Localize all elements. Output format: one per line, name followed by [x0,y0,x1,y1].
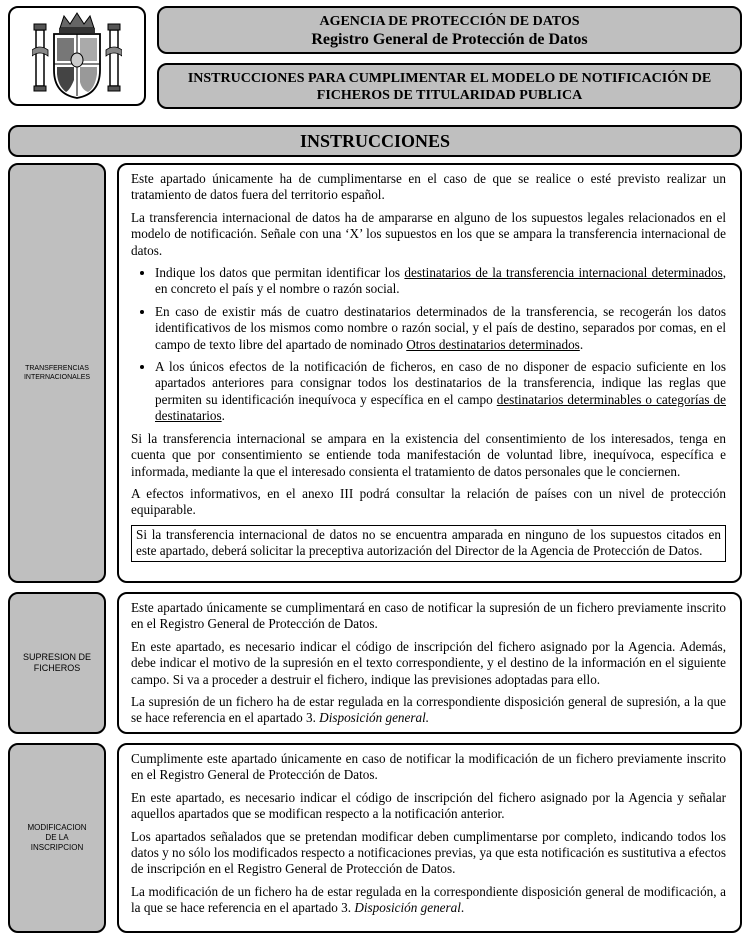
paragraph: En este apartado, es necesario indicar el código de inscripción del fichero asignado por la Agencia y señalar aquellos apartados que se modifican respecto a la notificación anterior. [131,789,726,822]
section-title-bar [8,125,742,157]
label-line: INTERNACIONALES [23,374,91,381]
content-transferencias [117,163,742,583]
paragraph: Los apartados señalados que se pretendan modificar deben cumplimentarse por completo, indicando todos los datos y no sólo los modificados respecto a notificaciones previas, ya que esta notificación es sustitutiva a efectos de inscripción en el Registro General de Protección de Datos. [131,828,726,877]
spanish-coat-of-arms-icon [32,10,122,102]
paragraph: Este apartado únicamente ha de cumplimentarse en el caso de que se realice o esté previsto realizar un tratamiento de datos fuera del territorio español. [131,171,726,203]
paragraph: Si la transferencia internacional se ampara en la existencia del consentimiento de los interesados, tenga en cuenta que por consentimiento se entiende toda manifestación de voluntad libre, inequívoca, específica e informada, mediante la que el interesado consienta el tratamiento de datos personales que le conciernen. [131,430,726,479]
text: A los únicos efectos de la notificación de ficheros, en caso de no disponer de espacio suficiente en los apartados anteriores para consignar todos los destinatarios de la transferencia, indique las reglas que permiten su identificación inequívoca y específica en el campo [155,359,726,407]
paragraph [131,884,726,917]
paragraph: Cumplimente este apartado únicamente en caso de notificar la modificación de un fichero previamente inscrito en el Registro General de Protección de Datos. [131,751,726,783]
paragraph: Este apartado únicamente se cumplimentará en caso de notificar la supresión de un fichero previamente inscrito en el Registro General de Protección de Datos. [131,600,726,632]
text: . [579,336,584,352]
label-line: DE LA [45,833,69,842]
text: Indique los datos que permitan identificar los [155,265,405,281]
paragraph: En este apartado, es necesario indicar el código de inscripción del fichero asignado por la Agencia. Además, debe indicar el motivo de la supresión en el texto correspondiente, y el destino de la información en el siguiente campo. Si va a proceder a destruir el fichero, indique las previsiones adoptadas para ello. [131,638,726,687]
underlined-field-name: destinatarios de la transferencia internacional determinados [404,265,723,281]
paragraph: La transferencia internacional de datos ha de ampararse en alguno de los supuestos legales relacionados en el modelo de notificación. Señale con una ‘X’ los supuestos en los que se ampara la transferencia internacional de datos. [131,209,726,258]
underlined-field-name: Otros destinatarios determinados [406,336,580,352]
label-line: INSCRIPCION [30,843,84,852]
label-line: MODIFICACION [27,823,87,832]
italic-reference: Disposición general [354,900,461,916]
label-modificacion [8,743,106,933]
text: , en concreto el país y el nombre o razón social. [155,265,726,297]
text: . [221,408,225,424]
italic-reference: Disposición general. [319,710,430,726]
authorization-note-box: Si la transferencia internacional de datos no se encuentra amparada en ninguno de los supuestos citados en este apartado, deberá solicitar la preceptiva autorización del Director de la Agencia de Protección de Datos. [131,525,726,562]
label-transferencias [8,163,106,583]
label-line: FICHEROS [33,663,81,673]
content-supresion [117,592,742,734]
list-item [155,359,726,425]
paragraph: A efectos informativos, en el anexo III podrá consultar la relación de países con un nivel de protección equiparable. [131,485,726,518]
list-item [155,304,726,353]
registry-name: Registro General de Protección de Datos [311,31,588,48]
agency-name: AGENCIA DE PROTECCIÓN DE DATOS [319,14,580,29]
text: En caso de existir más de cuatro destinatarios determinados de la transferencia, se recogerán los datos identificativos de los mismos como nombre o razón social, y el país de destino, separados por comas, en el campo de texto libre del apartado de nominado [155,303,726,352]
content-modificacion [117,743,742,933]
section-title: INSTRUCCIONES [299,131,451,151]
instructions-title-line2: FICHEROS DE TITULARIDAD PUBLICA [316,88,583,103]
text: La supresión de un fichero ha de estar regulada en la correspondiente disposición general de supresión, a la que se hace referencia en el apartado 3. [131,694,726,726]
label-line: SUPRESION DE [22,652,91,662]
underlined-field-name: destinatarios determinables o categorías de destinatarios [155,391,727,424]
label-supresion [8,592,106,734]
text: La modificación de un fichero ha de estar regulada en la correspondiente disposición general de modificación, a la que se hace referencia en el apartado 3. [131,883,726,916]
bullet-list [131,265,726,425]
coat-of-arms-logo [8,6,146,106]
list-item [155,265,726,298]
text: . [460,900,465,916]
agency-header [157,6,742,54]
paragraph [131,694,726,727]
label-line: TRANSFERENCIAS [25,365,89,372]
form-instructions-header [157,63,742,109]
instructions-title-line1: INSTRUCCIONES PARA CUMPLIMENTAR EL MODELO DE NOTIFICACIÓN DE [187,71,712,86]
